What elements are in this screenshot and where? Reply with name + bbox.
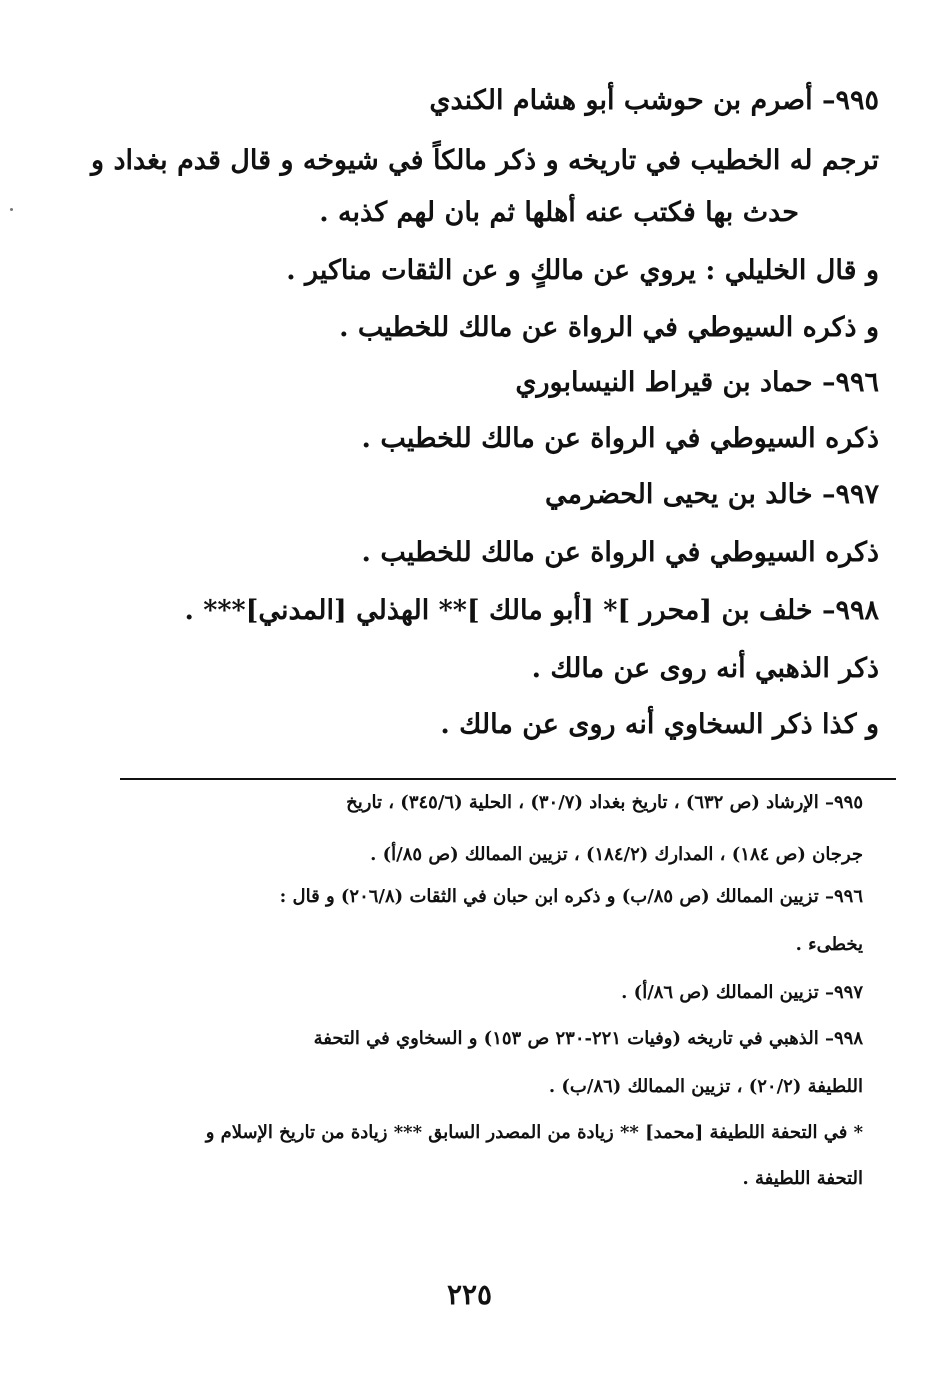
footnote-line: يخطىء . — [795, 934, 863, 955]
footnote-line: ٩٩٦– تزيين الممالك (ص ٨٥/ب) و ذكره ابن حبان في الثقات (٢٠٦/٨) و قال : — [279, 886, 863, 907]
page-number: ٢٢٥ — [446, 1278, 493, 1311]
footnote-line: اللطيفة (٢٠/٢) ، تزيين الممالك (٨٦/ب) . — [548, 1076, 863, 1097]
entry-995-text-line: و قال الخليلي : يروي عن مالكٍ و عن الثقات مناكير . — [286, 255, 879, 286]
entry-998-text-line: ذكر الذهبي أنه روى عن مالك . — [531, 653, 879, 684]
footnote-line: ٩٩٧– تزيين الممالك (ص ٨٦/أ) . — [621, 982, 863, 1003]
scan-speck — [10, 208, 13, 211]
footnote-line: * في التحفة اللطيفة [محمد] ** زيادة من المصدر السابق *** زيادة من تاريخ الإسلام و — [205, 1122, 863, 1143]
entry-996-heading: ٩٩٦– حماد بن قيراط النيسابوري — [515, 367, 879, 398]
entry-997-text-line: ذكره السيوطي في الرواة عن مالك للخطيب . — [361, 537, 879, 568]
entry-995-heading: ٩٩٥– أصرم بن حوشب أبو هشام الكندي — [429, 85, 879, 116]
entry-995-text-line: حدث بها فكتب عنه أهلها ثم بان لهم كذبه . — [319, 197, 799, 228]
footnote-divider — [120, 778, 896, 780]
entry-995-text-line: و ذكره السيوطي في الرواة عن مالك للخطيب . — [339, 312, 879, 343]
footnote-line: التحفة اللطيفة . — [742, 1168, 863, 1189]
footnote-line: جرجان (ص ١٨٤) ، المدارك (١٨٤/٢) ، تزيين الممالك (ص ٨٥/أ) . — [370, 844, 863, 865]
entry-997-heading: ٩٩٧– خالد بن يحيى الحضرمي — [544, 479, 879, 510]
entry-998-heading: ٩٩٨– خلف بن [محرر ]* [أبو مالك ]** الهذلي [المدني]*** . — [184, 595, 879, 626]
footnote-line: ٩٩٨– الذهبي في تاريخه (وفيات ٢٢١-٢٣٠ ص ١٥٣) و السخاوي في التحفة — [313, 1028, 863, 1049]
entry-996-text-line: ذكره السيوطي في الرواة عن مالك للخطيب . — [361, 423, 879, 454]
entry-998-text-line: و كذا ذكر السخاوي أنه روى عن مالك . — [440, 709, 879, 740]
entry-995-text-line: ترجم له الخطيب في تاريخه و ذكر مالكاً في شيوخه و قال قدم بغداد و — [91, 145, 879, 176]
footnote-line: ٩٩٥– الإرشاد (ص ٦٣٢) ، تاريخ بغداد (٣٠/٧) ، الحلية (٣٤٥/٦) ، تاريخ — [346, 792, 863, 813]
